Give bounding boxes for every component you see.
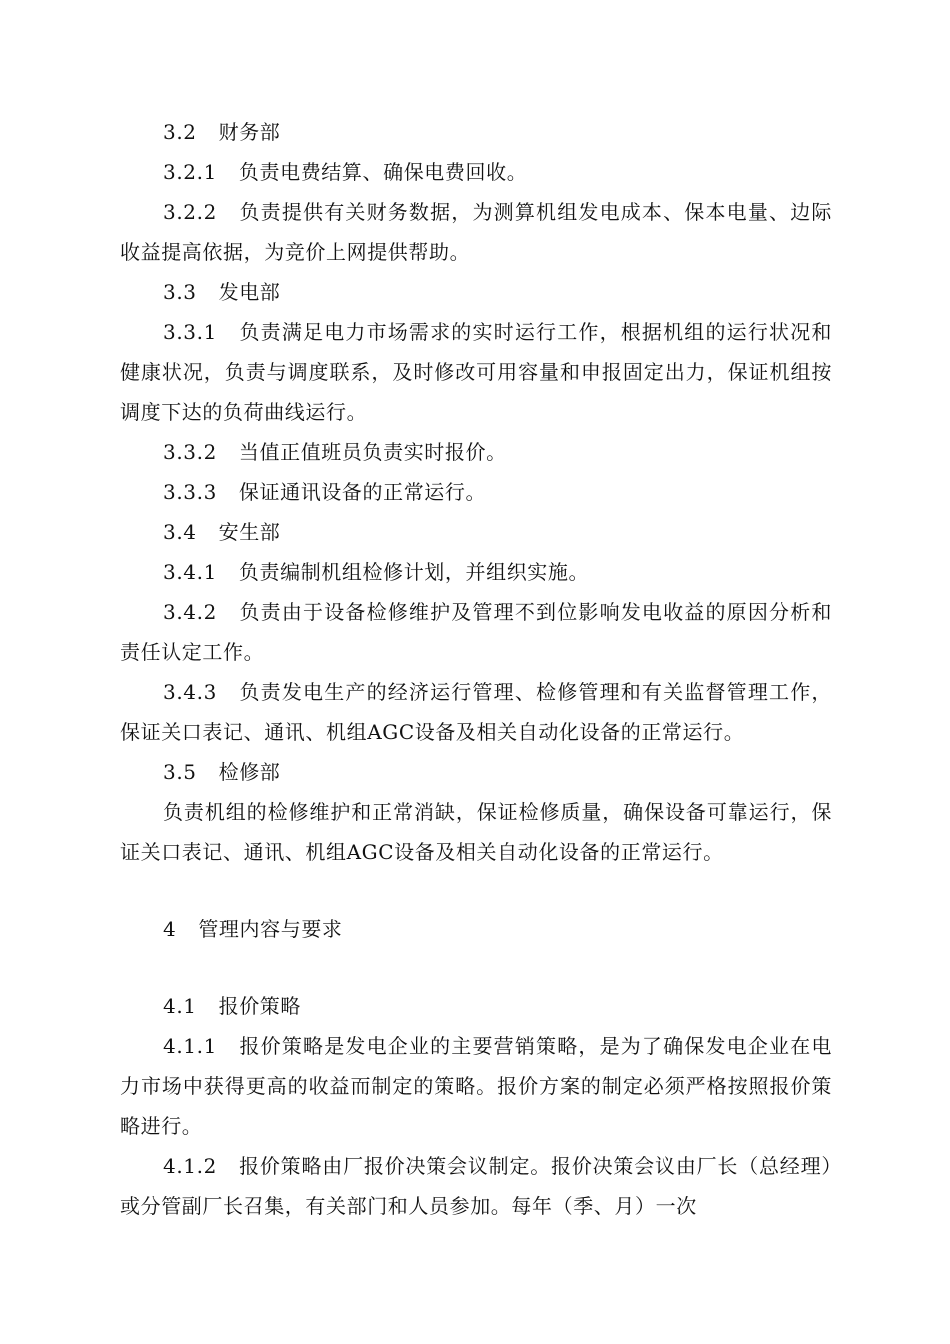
spacer: [120, 872, 832, 909]
paragraph-3-2-1: [120, 152, 832, 192]
section-heading: 检修部: [218, 760, 281, 784]
document-page: [120, 112, 832, 1226]
section-number: 3.2: [163, 120, 197, 144]
paragraph-3-5-body: [120, 792, 832, 872]
paragraph-4-1-2: [120, 1146, 832, 1226]
section-number: 3.3.1: [163, 320, 217, 344]
section-heading: 发电部: [218, 280, 281, 304]
paragraph-text: 负责提供有关财务数据，为测算机组发电成本、保本电量、边际收益提高依据，为竞价上网提供帮助。: [120, 200, 832, 264]
section-number: 3.3.2: [163, 440, 217, 464]
paragraph-4-1-1: [120, 1026, 832, 1146]
section-number: 3.4: [163, 520, 197, 544]
paragraph-3-2-2: [120, 192, 832, 272]
paragraph-text: 当值正值班员负责实时报价。: [238, 440, 507, 464]
paragraph-3-4-1: [120, 552, 832, 592]
paragraph-text: 负责满足电力市场需求的实时运行工作，根据机组的运行状况和健康状况，负责与调度联系，及时修改可用容量和申报固定出力，保证机组按调度下达的负荷曲线运行。: [120, 320, 832, 424]
section-number: 3.4.1: [163, 560, 217, 584]
section-number: 4.1.2: [163, 1154, 217, 1178]
section-number: 3.2.2: [163, 200, 217, 224]
section-number: 3.2.1: [163, 160, 217, 184]
section-number: 4: [163, 917, 177, 941]
section-heading: 报价策略: [218, 994, 302, 1018]
section-number: 3.4.3: [163, 680, 217, 704]
paragraph-text: 报价策略由厂报价决策会议制定。报价决策会议由厂长（总经理）或分管副厂长召集，有关部门和人员参加。每年（季、月）一次: [120, 1154, 832, 1218]
paragraph-3-2: [120, 112, 832, 152]
paragraph-4-1: [120, 986, 832, 1026]
section-number: 3.3.3: [163, 480, 217, 504]
section-number: 3.5: [163, 760, 197, 784]
paragraph-3-5: [120, 752, 832, 792]
paragraph-text: 负责机组的检修维护和正常消缺，保证检修质量，确保设备可靠运行，保证关口表记、通讯、机组AGC设备及相关自动化设备的正常运行。: [120, 800, 832, 864]
paragraph-3-3-1: [120, 312, 832, 432]
section-number: 4.1: [163, 994, 197, 1018]
paragraph-3-3-3: [120, 472, 832, 512]
paragraph-3-4: [120, 512, 832, 552]
paragraph-text: 负责编制机组检修计划，并组织实施。: [238, 560, 590, 584]
section-number: 3.3: [163, 280, 197, 304]
paragraph-text: 负责由于设备检修维护及管理不到位影响发电收益的原因分析和责任认定工作。: [120, 600, 832, 664]
paragraph-3-4-2: [120, 592, 832, 672]
paragraph-3-3: [120, 272, 832, 312]
section-heading: 管理内容与要求: [198, 917, 343, 941]
section-heading: 安生部: [218, 520, 281, 544]
paragraph-3-3-2: [120, 432, 832, 472]
section-heading: 财务部: [218, 120, 281, 144]
paragraph-3-4-3: [120, 672, 832, 752]
spacer: [120, 949, 832, 986]
section-number: 3.4.2: [163, 600, 217, 624]
paragraph-text: 负责电费结算、确保电费回收。: [238, 160, 528, 184]
paragraph-text: 负责发电生产的经济运行管理、检修管理和有关监督管理工作，保证关口表记、通讯、机组AGC设备及相关自动化设备的正常运行。: [120, 680, 832, 744]
section-number: 4.1.1: [163, 1034, 217, 1058]
paragraph-text: 保证通讯设备的正常运行。: [238, 480, 487, 504]
paragraph-text: 报价策略是发电企业的主要营销策略，是为了确保发电企业在电力市场中获得更高的收益而制定的策略。报价方案的制定必须严格按照报价策略进行。: [120, 1034, 832, 1138]
paragraph-4: [120, 909, 832, 949]
